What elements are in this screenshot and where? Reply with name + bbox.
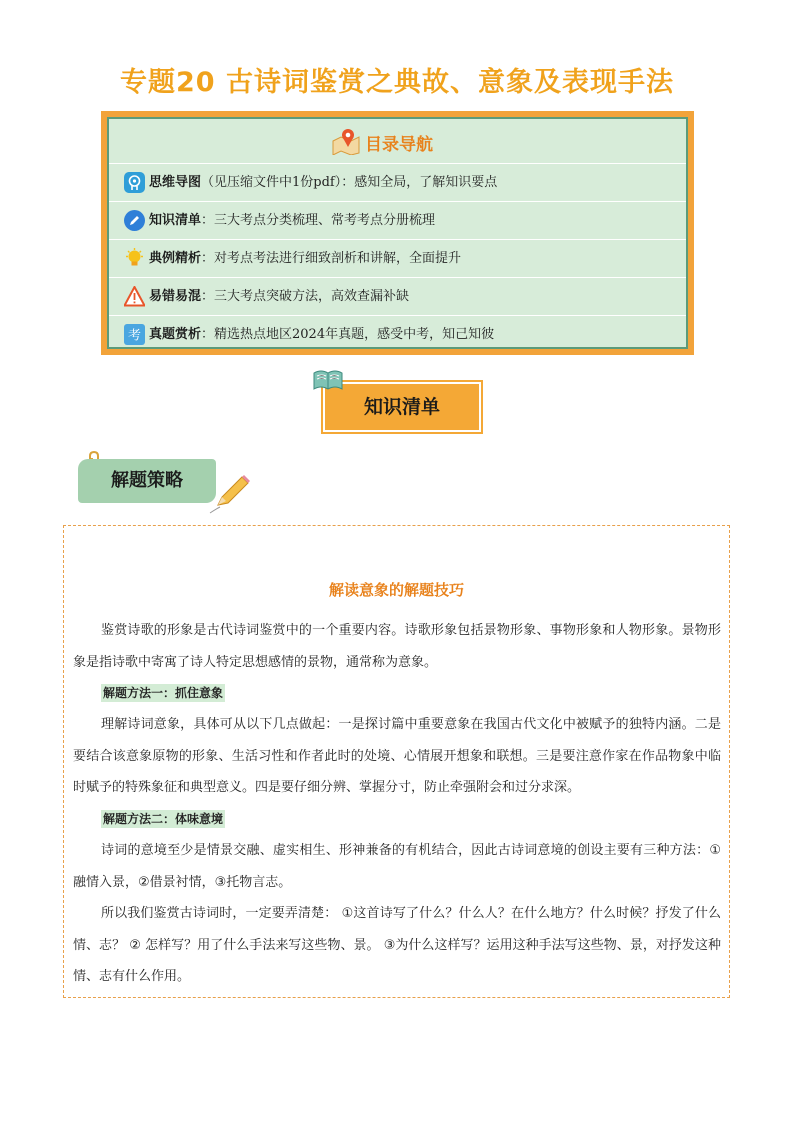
- section-subtitle: 解读意象的解题技巧: [328, 581, 464, 599]
- toc-desc: ：精选热点地区2024年真题，感受中考，知己知彼: [201, 327, 495, 342]
- strategy-tab-text: 解题策略: [111, 470, 183, 491]
- toc-desc: ：三大考点分类梳理、常考考点分册梳理: [201, 213, 436, 228]
- toc-desc: ：三大考点突破方法，高效查漏补缺: [201, 289, 410, 304]
- knowledge-banner-box: [323, 382, 481, 432]
- toc-header: [109, 119, 686, 164]
- toc-desc: （见压缩文件中1份pdf）：感知全局，了解知识要点: [201, 175, 498, 190]
- knowledge-banner-text: 知识清单: [363, 396, 440, 418]
- method-two-label: 解题方法二：体味意境: [103, 812, 224, 826]
- toc-row-mindmap[interactable]: [109, 164, 686, 202]
- paragraph-method-two: 诗词的意境至少是情景交融、虚实相生、形神兼备的有机结合，因此古诗词意境的创设主要有三种方法：①融情入景，②借景衬情，③托物言志。: [73, 843, 721, 890]
- pencil-icon: [124, 210, 145, 231]
- lightbulb-icon: [124, 248, 145, 269]
- knowledge-banner: [312, 367, 482, 435]
- page-title: 专题20 古诗词鉴赏之典故、意象及表现手法: [120, 67, 674, 98]
- toc-label: 知识清单: [149, 213, 202, 228]
- map-pin-icon: [331, 127, 361, 155]
- toc-navigation: [101, 111, 694, 355]
- paragraph-summary: 所以我们鉴赏古诗词时，一定要弄清楚： ①这首诗写了什么？什么人？在什么地方？什么时候？抒发了什么情、志？ ② 怎样写？用了什么手法来写这些物、景。 ③为什么这样写？运用这种手法写这些物、景，对抒发这种情、志有什么作用。: [73, 906, 721, 984]
- toc-row-knowledge[interactable]: [109, 202, 686, 240]
- pencil-doodle-icon: [208, 469, 254, 515]
- strategy-tab-bg: [78, 459, 216, 503]
- mind-map-icon: [124, 172, 145, 193]
- method-one-label: 解题方法一：抓住意象: [103, 686, 224, 700]
- toc-row-exams[interactable]: [109, 316, 686, 353]
- toc-label: 真题赏析: [149, 327, 202, 342]
- strategy-content-box: [63, 525, 730, 998]
- book-icon: [312, 367, 344, 393]
- exam-badge: 考: [127, 328, 142, 344]
- toc-row-mistakes[interactable]: [109, 278, 686, 316]
- exam-icon: [124, 324, 145, 345]
- toc-label: 典例精析: [149, 251, 202, 266]
- toc-label: 思维导图: [149, 175, 202, 190]
- toc-label: 易错易混: [149, 289, 202, 304]
- paragraph-method-one: 理解诗词意象，具体可从以下几点做起：一是探讨篇中重要意象在我国古代文化中被赋予的独特内涵。二是要结合该意象原物的形象、生活习性和作者此时的处境、心情展开想象和联想。三是要注意作家在作品物象中临时赋予的特殊象征和典型意义。四是要仔细分辨、掌握分寸，防止牵强附会和过分求深。: [73, 717, 721, 795]
- warning-icon: [124, 286, 145, 307]
- toc-desc: ：对考点考法进行细致剖析和讲解，全面提升: [201, 251, 462, 266]
- toc-row-examples[interactable]: [109, 240, 686, 278]
- toc-inner: [107, 117, 688, 349]
- toc-heading: 目录导航: [365, 135, 433, 155]
- strategy-tab: [76, 455, 256, 517]
- paragraph-intro: 鉴赏诗歌的形象是古代诗词鉴赏中的一个重要内容。诗歌形象包括景物形象、事物形象和人物形象。景物形象是指诗歌中寄寓了诗人特定思想感情的景物，通常称为意象。: [73, 623, 721, 670]
